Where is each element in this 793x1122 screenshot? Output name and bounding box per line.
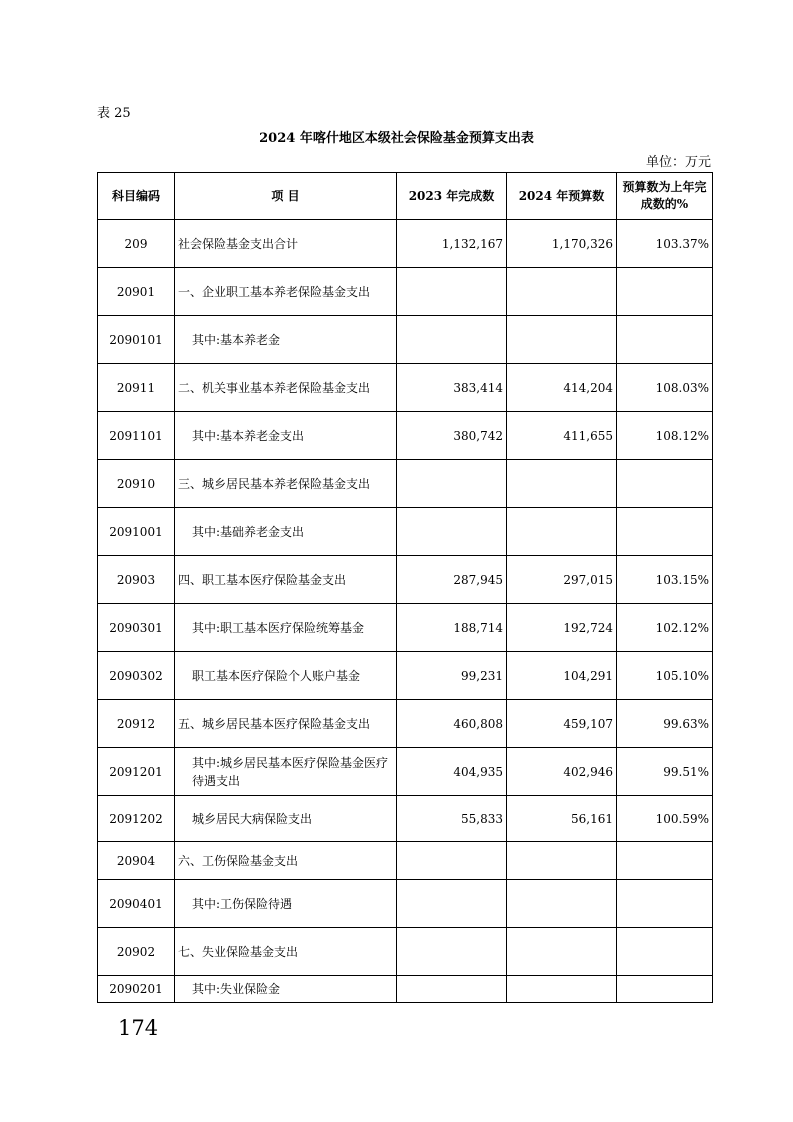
- cell-2023-actual: [397, 460, 507, 508]
- cell-ratio: 103.15%: [617, 556, 713, 604]
- cell-item: 六、工伤保险基金支出: [175, 842, 397, 880]
- table-row: [98, 842, 713, 880]
- cell-ratio: 102.12%: [617, 604, 713, 652]
- table-body: [98, 220, 713, 1003]
- cell-ratio: [617, 508, 713, 556]
- cell-item-text: 职工基本医疗保险个人账户基金: [192, 668, 361, 683]
- cell-2023-actual: 188,714: [397, 604, 507, 652]
- cell-item: [175, 976, 397, 1003]
- cell-2023-actual: 287,945: [397, 556, 507, 604]
- cell-item-text: 其中:工伤保险待遇: [192, 896, 293, 911]
- cell-2024-budget: [507, 842, 617, 880]
- cell-2023-actual: [397, 976, 507, 1003]
- cell-2024-budget: 104,291: [507, 652, 617, 700]
- cell-2023-actual: 380,742: [397, 412, 507, 460]
- table-row: [98, 508, 713, 556]
- cell-item: [175, 748, 397, 796]
- cell-2023-actual: 383,414: [397, 364, 507, 412]
- cell-item: 七、失业保险基金支出: [175, 928, 397, 976]
- cell-2024-budget: 56,161: [507, 796, 617, 842]
- cell-item-text: 其中:失业保险金: [192, 982, 281, 996]
- cell-2023-actual: [397, 928, 507, 976]
- table-row: [98, 880, 713, 928]
- table-row: [98, 220, 713, 268]
- cell-item: 二、机关事业基本养老保险基金支出: [175, 364, 397, 412]
- cell-2023-actual: 99,231: [397, 652, 507, 700]
- cell-ratio: [617, 976, 713, 1003]
- cell-code: 20904: [98, 842, 175, 880]
- table-row: [98, 700, 713, 748]
- table-row: [98, 652, 713, 700]
- cell-2024-budget: 414,204: [507, 364, 617, 412]
- cell-item-text: 其中:基本养老金: [192, 332, 281, 347]
- cell-ratio: 108.03%: [617, 364, 713, 412]
- cell-item-text: 其中:基础养老金支出: [192, 524, 305, 539]
- table-header-row: [98, 173, 713, 220]
- cell-item: [175, 508, 397, 556]
- header-code: 科目编码: [98, 173, 175, 220]
- cell-item: 社会保险基金支出合计: [175, 220, 397, 268]
- cell-2024-budget: [507, 928, 617, 976]
- cell-code: 20901: [98, 268, 175, 316]
- table-row: [98, 364, 713, 412]
- table-row: [98, 796, 713, 842]
- cell-ratio: [617, 880, 713, 928]
- cell-item: [175, 796, 397, 842]
- cell-2023-actual: [397, 268, 507, 316]
- cell-item: [175, 316, 397, 364]
- cell-ratio: 108.12%: [617, 412, 713, 460]
- table-row: [98, 976, 713, 1003]
- cell-code: 209: [98, 220, 175, 268]
- cell-code: 2091101: [98, 412, 175, 460]
- header-2024-budget: 2024 年预算数: [507, 173, 617, 220]
- header-2023-actual: 2023 年完成数: [397, 173, 507, 220]
- cell-2024-budget: [507, 460, 617, 508]
- table-row: [98, 928, 713, 976]
- cell-item: [175, 604, 397, 652]
- cell-ratio: [617, 316, 713, 364]
- cell-item-text: 城乡居民大病保险支出: [192, 811, 313, 826]
- cell-2024-budget: 411,655: [507, 412, 617, 460]
- cell-code: 2090201: [98, 976, 175, 1003]
- header-item: 项 目: [175, 173, 397, 220]
- cell-ratio: 99.63%: [617, 700, 713, 748]
- cell-item: 三、城乡居民基本养老保险基金支出: [175, 460, 397, 508]
- cell-item-text: 其中:基本养老金支出: [192, 428, 305, 443]
- table-row: [98, 460, 713, 508]
- cell-item: 一、企业职工基本养老保险基金支出: [175, 268, 397, 316]
- cell-code: 2090302: [98, 652, 175, 700]
- budget-table: [97, 172, 713, 1003]
- cell-code: 2091202: [98, 796, 175, 842]
- cell-2023-actual: 404,935: [397, 748, 507, 796]
- cell-item: [175, 880, 397, 928]
- cell-item-text: 其中:职工基本医疗保险统筹基金: [192, 620, 365, 635]
- cell-2024-budget: 1,170,326: [507, 220, 617, 268]
- table-label: 表 25: [97, 106, 131, 121]
- cell-2024-budget: 459,107: [507, 700, 617, 748]
- cell-2024-budget: [507, 880, 617, 928]
- cell-2023-actual: [397, 316, 507, 364]
- cell-2024-budget: [507, 316, 617, 364]
- cell-2024-budget: [507, 268, 617, 316]
- document-title: 2024 年喀什地区本级社会保险基金预算支出表: [259, 131, 534, 146]
- table-row: [98, 748, 713, 796]
- cell-item: [175, 652, 397, 700]
- cell-2023-actual: [397, 842, 507, 880]
- cell-ratio: [617, 842, 713, 880]
- cell-ratio: 100.59%: [617, 796, 713, 842]
- cell-code: 20912: [98, 700, 175, 748]
- cell-item: 四、职工基本医疗保险基金支出: [175, 556, 397, 604]
- cell-2024-budget: 192,724: [507, 604, 617, 652]
- unit-label: 单位：万元: [645, 155, 711, 170]
- cell-2024-budget: 297,015: [507, 556, 617, 604]
- cell-2024-budget: [507, 508, 617, 556]
- cell-item: 五、城乡居民基本医疗保险基金支出: [175, 700, 397, 748]
- cell-2023-actual: [397, 508, 507, 556]
- cell-ratio: [617, 268, 713, 316]
- cell-2023-actual: 460,808: [397, 700, 507, 748]
- cell-code: 20903: [98, 556, 175, 604]
- cell-code: 2091001: [98, 508, 175, 556]
- cell-2023-actual: [397, 880, 507, 928]
- table-row: [98, 268, 713, 316]
- cell-code: 2091201: [98, 748, 175, 796]
- cell-item-text: 其中:城乡居民基本医疗保险基金医疗待遇支出: [192, 755, 389, 788]
- cell-2024-budget: 402,946: [507, 748, 617, 796]
- cell-code: 2090401: [98, 880, 175, 928]
- cell-code: 2090101: [98, 316, 175, 364]
- cell-code: 20911: [98, 364, 175, 412]
- cell-2023-actual: 1,132,167: [397, 220, 507, 268]
- table-row: [98, 604, 713, 652]
- cell-2024-budget: [507, 976, 617, 1003]
- table-row: [98, 556, 713, 604]
- cell-2023-actual: 55,833: [397, 796, 507, 842]
- cell-ratio: 103.37%: [617, 220, 713, 268]
- cell-item: [175, 412, 397, 460]
- cell-ratio: [617, 928, 713, 976]
- header-ratio: 预算数为上年完成数的%: [617, 173, 713, 220]
- cell-code: 20910: [98, 460, 175, 508]
- page-number: 174: [118, 1016, 159, 1040]
- cell-ratio: 99.51%: [617, 748, 713, 796]
- cell-code: 20902: [98, 928, 175, 976]
- cell-ratio: 105.10%: [617, 652, 713, 700]
- table-row: [98, 412, 713, 460]
- cell-ratio: [617, 460, 713, 508]
- table-row: [98, 316, 713, 364]
- cell-code: 2090301: [98, 604, 175, 652]
